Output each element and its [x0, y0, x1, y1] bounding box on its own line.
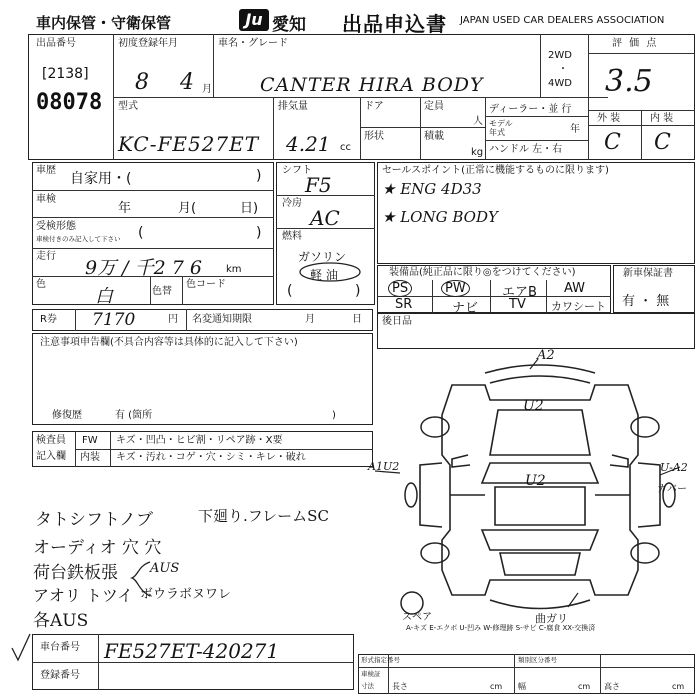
cert-number-label: 形式指定番号 [361, 656, 400, 664]
hw-note-bed: 荷台鉄板張 [33, 563, 118, 583]
cert-sub-2: 寸法 [361, 682, 374, 690]
lot-number: 08078 [36, 90, 103, 115]
drive-2wd: 2WD [548, 50, 572, 61]
registration-month-unit: 月 [202, 84, 212, 95]
fuel-gasoline: ガソリン [298, 250, 347, 264]
history-label: 車歴 [36, 165, 56, 176]
damage-legend: A-キズ E-エクボ U-凹み W-修理跡 S-サビ C-腐食 XX-交換済 [406, 624, 596, 632]
registration-month: 4 [180, 70, 194, 95]
fuel-label: 燃料 [282, 231, 302, 242]
handle-label: ハンドル 左・右 [489, 144, 563, 155]
spare-label: スペア [402, 612, 432, 623]
equip-airbag: エアB [502, 285, 537, 300]
hw-bracket-mark [128, 560, 158, 600]
check-mark [8, 632, 33, 667]
chassis-label: 車台番号 [40, 642, 80, 653]
inspector-line-2: キズ・汚れ・コゲ・穴・シミ・キレ・破れ [116, 452, 306, 463]
drive-dot: ・ [558, 64, 568, 75]
hw-note-each: 各AUS [33, 611, 89, 631]
color-code-label: 色コード [186, 279, 226, 290]
damage-tail-note: 曲ガリ [535, 612, 568, 625]
form-title: 出品申込書 [342, 12, 447, 36]
inspector-fw: FW [82, 435, 98, 446]
inspector-label: 検査員 [36, 435, 66, 446]
acceptance-close: ) [256, 225, 262, 241]
model-year-unit: 年 [570, 124, 580, 135]
lot-bracket-number: [2138] [42, 66, 89, 82]
recycle-unit: 円 [168, 314, 178, 325]
acceptance-label: 受検形態 [36, 221, 76, 232]
load-unit: kg [471, 147, 484, 158]
damage-mark-u2-roof: U2 [525, 473, 546, 489]
hw-note-aus: AUS [150, 561, 180, 576]
fuel-close: ) [355, 283, 361, 299]
car-name-label: 車名・グレード [218, 38, 288, 49]
deadline-label: 名変通知期限 [192, 314, 252, 325]
damage-mark-a1u2: A1U2 [368, 460, 400, 473]
after-items-block [377, 313, 695, 349]
shift-label: シフト [282, 165, 312, 176]
inspection-day: 日) [240, 201, 259, 216]
interior-label: 内 装 [650, 113, 674, 124]
registration-label: 初度登録年月 [118, 38, 178, 49]
cert-width-label: 幅 [518, 682, 526, 691]
cert-height-label: 高さ [604, 682, 620, 691]
aircon-value: AC [310, 206, 340, 230]
inspection-year: 年 [118, 201, 132, 216]
cert-class-label: 類別区分番号 [518, 656, 557, 664]
shape-label: 形状 [364, 131, 384, 142]
cert-width-unit: cm [578, 682, 591, 691]
equip-ps: PS [388, 280, 412, 297]
rating-label: 評 価 点 [612, 38, 659, 49]
type-label: 型式 [118, 101, 138, 112]
repair-history-label: 修復歴 [52, 410, 82, 421]
capacity-unit: 人 [473, 116, 483, 127]
damage-side-note: カバー [657, 484, 687, 495]
inspection-month: 月( [178, 201, 197, 216]
fuel-circle-mark [296, 262, 366, 282]
door-label: ドア [364, 101, 384, 112]
inspection-label: 車検 [36, 194, 56, 205]
cert-length-unit: cm [490, 682, 503, 691]
after-items-label: 後日品 [382, 316, 412, 327]
aircon-label: 冷房 [282, 198, 302, 209]
hw-note-cracks: ボウラボヌワレ [140, 587, 232, 602]
hw-note-gate: アオリ トツイ [33, 586, 134, 605]
inspector-naiso: 内装 [80, 452, 100, 463]
registration-number-label: 登録番号 [40, 670, 80, 681]
exterior-label: 外 装 [597, 113, 621, 124]
repair-history-close: ) [332, 410, 336, 421]
shift-value: F5 [305, 173, 332, 197]
load-label: 積載 [424, 131, 444, 142]
acceptance-open: ( [138, 225, 144, 241]
storage-label: 車内保管・守衛保管 [36, 14, 172, 32]
mileage-unit: km [226, 264, 242, 275]
color-label: 色 [36, 279, 46, 290]
equip-aw: AW [564, 281, 586, 296]
association-name: JAPAN USED CAR DEALERS ASSOCIATION [460, 15, 665, 26]
car-name-value: CANTER HIRA BODY [260, 74, 484, 96]
color-replaced-label: 色替 [152, 286, 172, 297]
cert-height-unit: cm [672, 682, 685, 691]
sales-points-label: セールスポイント(正常に機能するものに限ります) [382, 165, 609, 176]
type-value: KC-FE527ET [118, 132, 260, 156]
cert-length-label: 長さ [392, 682, 408, 691]
ju-logo: Ju [239, 9, 269, 31]
deadline-day: 日 [352, 314, 362, 325]
model-year-label: モデル 年式 [489, 119, 513, 137]
lot-label: 出品番号 [36, 38, 76, 49]
equip-tv: TV [509, 297, 526, 312]
equipment-label: 装備品(純正品に限り◎をつけてください) [389, 267, 576, 278]
registration-year: 8 [135, 70, 149, 95]
displacement-label: 排気量 [278, 101, 308, 112]
mileage-value: 9万 / 千2 7 6 [85, 257, 202, 279]
damage-mark-u2-front: U2 [523, 398, 544, 414]
repair-history-value: 有 (箇所 [115, 410, 153, 421]
sales-point-1: ★ ENG 4D33 [382, 180, 482, 198]
deadline-month: 月 [305, 314, 315, 325]
rating-value: 3.5 [605, 64, 653, 99]
interior-grade: C [654, 130, 671, 155]
equip-sr: SR [395, 297, 413, 312]
history-close: ) [256, 168, 262, 184]
mileage-label: 走行 [36, 251, 56, 262]
acceptance-note: 車検付きのみ記入して下さい [36, 235, 121, 243]
notes-label: 注意事項申告欄(不具合内容等は具体的に記入して下さい) [40, 337, 298, 348]
hw-note-shift-knob: タトシフトノブ [35, 510, 153, 530]
displacement-unit: cc [340, 142, 351, 153]
warranty-value: 有 ・ 無 [622, 294, 670, 309]
displacement-value: 4.21 [286, 132, 331, 156]
damage-mark-u-a2: U-A2 [660, 461, 688, 474]
inspector-label-2: 記入欄 [36, 451, 66, 462]
storage-label-box [28, 10, 208, 34]
color-value: 白 [95, 286, 113, 307]
hw-note-audio: オーディオ 穴 穴 [33, 538, 162, 558]
damage-mark-a2: A2 [537, 348, 555, 363]
cert-sub-1: 車検証 [361, 670, 381, 678]
exterior-grade: C [604, 130, 621, 155]
equip-pw: PW [441, 280, 470, 297]
sales-point-2: ★ LONG BODY [382, 208, 498, 226]
vehicle-detail-block [32, 162, 274, 305]
region-label: 愛知 [272, 15, 306, 35]
fuel-diesel: 軽 油 [310, 268, 338, 282]
equip-kawa-seat: カワシート [551, 300, 606, 313]
dealer-label: ディーラー・並 行 [489, 104, 572, 115]
equip-navi: ナビ [452, 301, 479, 316]
capacity-label: 定員 [424, 101, 444, 112]
fuel-open: ( [287, 283, 293, 299]
chassis-value: FE527ET-420271 [104, 639, 280, 663]
hw-note-frame: 下廻り.フレームSC [198, 507, 329, 525]
history-value: 自家用・( [70, 171, 132, 187]
warranty-label: 新車保証書 [623, 268, 673, 279]
drive-4wd: 4WD [548, 78, 572, 89]
inspector-line-1: キズ・凹凸・ヒビ割・リペア跡・X要 [116, 435, 283, 446]
recycle-value: 7170 [92, 310, 136, 330]
recycle-label: R券 [40, 314, 57, 325]
